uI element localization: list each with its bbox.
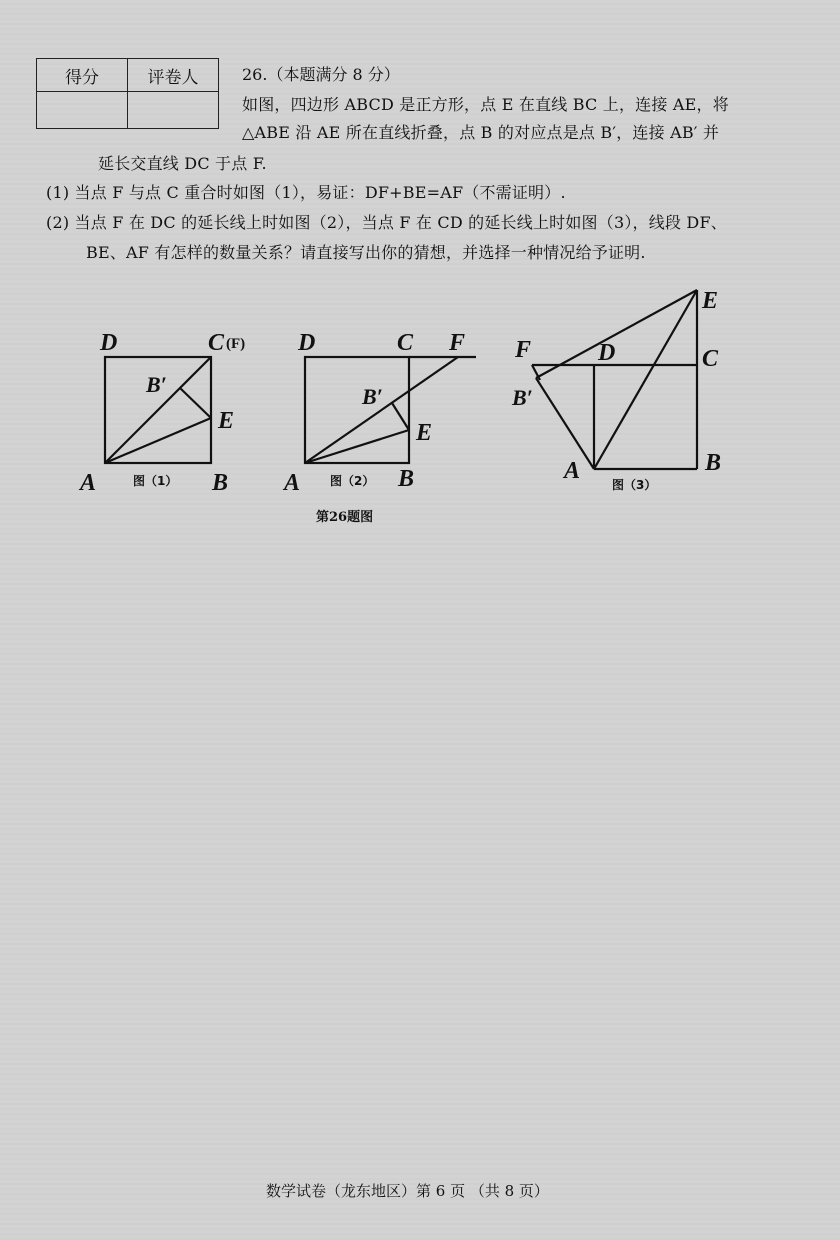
question-number: 26.（本题满分 8 分）: [242, 65, 400, 84]
fig2-caption: 图（2）: [330, 474, 375, 488]
fig1-label-E: E: [218, 408, 235, 434]
fig2-label-A: A: [284, 470, 301, 496]
fig3-label-C: C: [702, 346, 719, 372]
question-text-line-1: 如图，四边形 ABCD 是正方形，点 E 在直线 BC 上，连接 AE，将: [242, 95, 729, 114]
figure-main-caption: 第26题图: [316, 510, 374, 525]
score-header: 得分: [37, 59, 128, 92]
fig2-label-E: E: [416, 420, 433, 446]
fig1-label-D: D: [100, 330, 118, 356]
grader-header: 评卷人: [128, 59, 219, 92]
fig2-label-B: B: [398, 466, 415, 492]
fig1-label-B: B: [212, 470, 229, 496]
question-part-1: (1) 当点 F 与点 C 重合时如图（1），易证：DF+BE=AF（不需证明）.: [46, 183, 566, 202]
fig1-label-A: A: [80, 470, 97, 496]
fig3-label-F: F: [515, 337, 532, 363]
fig3-label-Bprime: B′: [512, 385, 533, 410]
fig3-label-B: B: [705, 450, 722, 476]
figure-2-geometry: [305, 357, 476, 463]
fig2-label-F: F: [449, 330, 466, 356]
fig2-label-Bprime: B′: [362, 384, 383, 409]
page-footer: 数学试卷（龙东地区）第 6 页 （共 8 页）: [266, 1182, 549, 1200]
fig1-caption: 图（1）: [133, 474, 178, 488]
figure-3-geometry: [532, 290, 697, 469]
question-part-2: (2) 当点 F 在 DC 的延长线上时如图（2），当点 F 在 CD 的延长线上时如图（3），线段 DF、: [46, 213, 727, 232]
question-text-line-3: 延长交直线 DC 于点 F.: [98, 154, 267, 173]
fig1-label-F: (F): [226, 336, 246, 352]
fig3-label-E: E: [702, 288, 719, 314]
question-part-2-continued: BE、AF 有怎样的数量关系？请直接写出你的猜想，并选择一种情况给予证明.: [86, 243, 646, 262]
fig1-label-C: C: [208, 330, 225, 356]
fig1-label-Bprime: B′: [146, 372, 167, 397]
figure-diagrams: [0, 0, 840, 540]
fig3-label-D: D: [598, 340, 616, 366]
fig3-caption: 图（3）: [612, 478, 657, 492]
fig2-label-C: C: [397, 330, 414, 356]
fig2-label-D: D: [298, 330, 316, 356]
fig3-label-A: A: [564, 458, 581, 484]
question-text-line-2: △ABE 沿 AE 所在直线折叠，点 B 的对应点是点 B′，连接 AB′ 并: [242, 123, 720, 142]
